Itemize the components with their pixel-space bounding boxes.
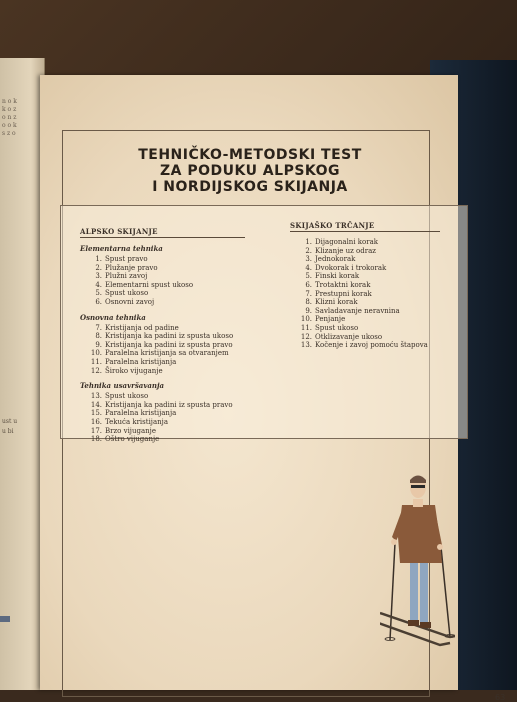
title-line-3: I NORDIJSKOG SKIJANJA — [152, 179, 348, 195]
list-item: 8. Klizni korak — [305, 298, 358, 307]
list-item: 16. Tekuća kristijanja — [90, 417, 169, 426]
list-item: 7. Prestupni korak — [305, 289, 372, 298]
list-item: 6. Trotaktni korak — [305, 280, 371, 289]
list-item: 17. Brzo vijuganje — [90, 426, 156, 435]
alpine-section-list — [80, 324, 245, 376]
skier-illustration — [380, 465, 455, 655]
alpine-section-list — [80, 392, 245, 444]
nordic-heading: SKIJAŠKO TRČANJE — [290, 221, 440, 232]
left-fragment-2: u bi — [2, 428, 14, 435]
list-item: 9. Savladavanje neravnina — [305, 306, 400, 315]
list-item: 3. Jednokorak — [305, 255, 356, 264]
list-item: 13. Kočenje i zavoj pomoću štapova — [300, 341, 428, 350]
list-item: 6. Osnovni zavoj — [95, 297, 155, 306]
list-item: 13. Spust ukoso — [90, 392, 149, 401]
left-fragment-1: ust u — [2, 418, 18, 425]
list-item: 4. Dvokorak i trokorak — [305, 263, 387, 272]
list-item: 4. Elementarni spust ukoso — [95, 280, 194, 289]
list-item: 12. Otklizavanje ukoso — [300, 332, 383, 341]
page-title — [100, 147, 400, 195]
list-item: 5. Finski korak — [305, 272, 360, 281]
left-page-edge: n o k k o z o n z o o k s z o ust u u bi — [0, 58, 45, 690]
nordic-column — [290, 221, 440, 350]
list-item: 18. Oštro vijuganje — [90, 435, 160, 444]
list-item: 1. Spust pravo — [95, 255, 148, 263]
alpine-section-title: Osnovna tehnika — [80, 312, 146, 322]
title-line-2: ZA PODUKU ALPSKOG — [159, 163, 341, 179]
list-item: 9. Kristijanja ka padini iz spusta pravo — [95, 340, 233, 349]
list-item: 8. Kristijanja ka padini iz spusta ukoso — [95, 332, 234, 341]
list-item: 15. Paralelna kristijanja — [90, 409, 177, 418]
book-page — [40, 75, 506, 702]
skier-figure — [391, 476, 443, 629]
list-item: 11. Paralelna kristijanja — [90, 357, 177, 366]
title-line-1: TEHNIČKO-METODSKI TEST — [138, 147, 362, 163]
list-item: 7. Kristijanja od padine — [95, 323, 179, 332]
list-item: 10. Penjanje — [300, 315, 346, 324]
alpine-section-title: Tehnika usavršavanja — [80, 381, 165, 391]
page-number: 63 — [495, 693, 506, 702]
list-item: 3. Plužni zavoj — [95, 272, 148, 281]
nordic-list — [290, 238, 440, 350]
alpine-column — [80, 227, 245, 444]
list-item: 2. Klizanje uz odraz — [305, 246, 376, 255]
list-item: 1. Dijagonalni korak — [305, 238, 378, 246]
alpine-section-title: Elementarna tehnika — [80, 244, 163, 253]
list-item: 12. Široko vijuganje — [90, 366, 163, 375]
list-item: 14. Kristijanja ka padini iz spusta pravo — [90, 400, 233, 409]
alpine-heading: ALPSKO SKIJANJE — [80, 227, 245, 238]
list-item: 2. Plužanje pravo — [95, 263, 158, 272]
list-item: 5. Spust ukoso — [95, 289, 149, 298]
alpine-section-list — [80, 255, 245, 307]
list-item: 11. Spust ukoso — [300, 323, 359, 332]
list-item: 10. Paralelna kristijanja sa otvaranjem — [90, 349, 229, 358]
